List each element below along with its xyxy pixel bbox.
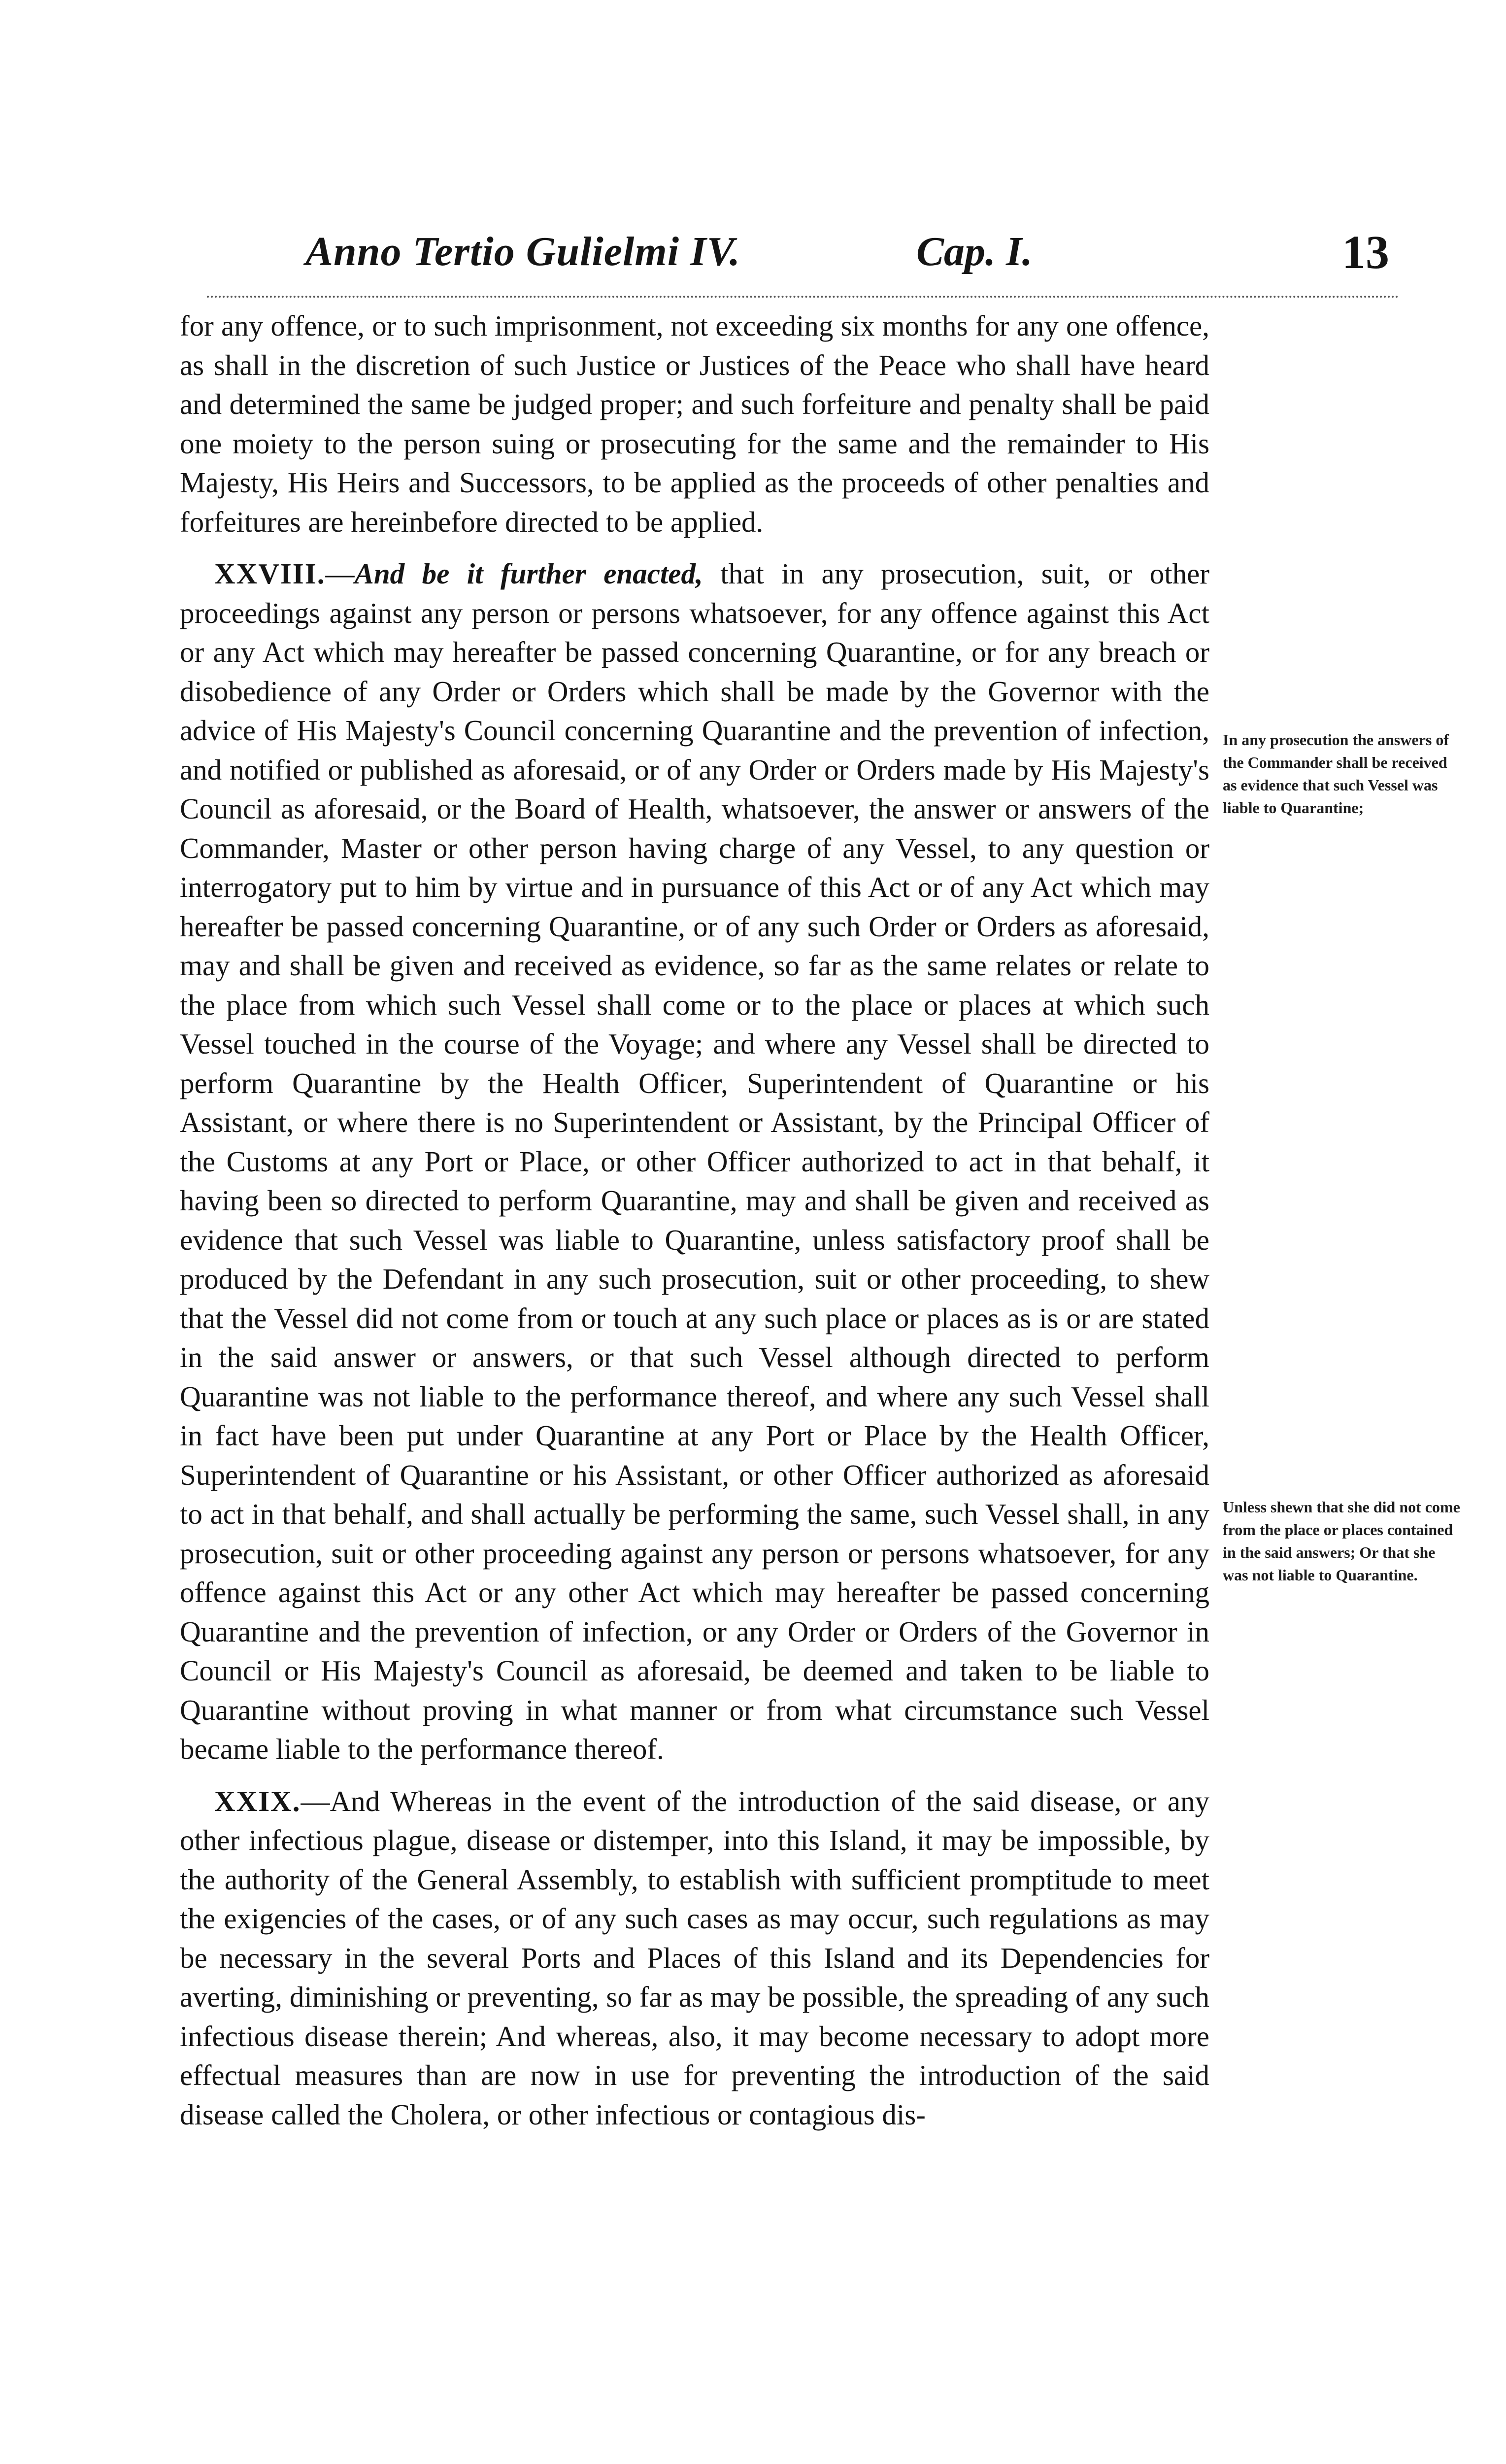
paragraph-continuation: for any offence, or to such imprisonment, not exceeding six months for any one offence, as shall in the discretion of such Justice or Justices of the Peace who shall have heard and determined the same be judged proper; and such forfeiture and penalty shall be paid one moiety to the person suing or prosecuting for the same and the remainder to His Majesty, His Heirs and Successors, to be applied as the proceeds of other penalties and forfeitures are hereinbefore directed to be applied.	[180, 309, 1209, 538]
page-number: 13	[1342, 226, 1389, 278]
section-number-xxix: XXIX.	[214, 1784, 301, 1817]
header-chapter: Cap. I.	[916, 229, 1033, 274]
header-title: Anno Tertio Gulielmi IV.	[305, 229, 740, 274]
section-text-xxix: —And Whereas in the event of the introduction of the said disease, or any other infectious plague, disease or distemper, into this Island, it may be impossible, by the authority of the General Assembly, to establish with sufficient promptitude to meet the exigencies of the cases, or of any such cases as may occur, such regulations as may be necessary in the several Ports and Places of this Island and its Dependencies for averting, diminishing or preventing, so far as may be possible, the spreading of any such infectious disease therein; And whereas, also, it may become necessary to adopt more effectual measures than are now in use for preventing the introduction of the said disease called the Cholera, or other infectious or contagious dis-	[180, 1784, 1209, 2131]
header-rule	[207, 296, 1399, 298]
section-xxix	[180, 1782, 1209, 2135]
margin-note-exception: Unless shewn that she did not come from the place or places contained in the said answers; Or that she was not liable to Quarantine.	[1223, 1498, 1460, 1584]
section-xxviii	[180, 554, 1209, 1769]
margin-note-evidence: In any prosecution the answers of the Commander shall be received as evidence that such Vessel was liable to Quarantine;	[1223, 731, 1449, 817]
em-dash: —	[325, 557, 355, 590]
enacting-clause: And be it further enacted,	[354, 557, 703, 590]
section-text-xxviii: that in any prosecution, suit, or other proceedings against any person or persons whatsoever, for any offence against this Act or any Act which may hereafter be passed concerning Quarantine, or for any breach or disobedience of any Order or Orders which shall be made by the Governor with the advice of His Majesty's Council concerning Quarantine and the prevention of infection, and notified or published as aforesaid, or of any Order or Orders made by His Majesty's Council as aforesaid, or the Board of Health, whatsoever, the answer or answers of the Commander, Master or other person having charge of any Vessel, to any question or interrogatory put to him by virtue and in pursuance of this Act or of any Act which may hereafter be passed concerning Quarantine, or of any such Order or Orders as aforesaid, may and shall be given and received as evidence, so far as the same relates or relate to the place from which such Vessel shall come or to the place or places at which such Vessel touched in the course of the Voyage; and where any Vessel shall be directed to perform Quarantine by the Health Officer, Superintendent of Quarantine or his Assistant, or where there is no Superintendent or Assistant, by the Principal Officer of the Customs at any Port or Place, or other Officer authorized to act in that behalf, it having been so directed to perform Quarantine, may and shall be given and received as evidence that such Vessel was liable to Quarantine, unless satisfactory proof shall be produced by the Defendant in any such prosecution, suit or other proceeding, to shew that the Vessel did not come from or touch at any such place or places as is or are stated in the said answer or answers, or that such Vessel although directed to perform Quarantine was not liable to the performance thereof, and where any such Vessel shall in fact have been put under Quarantine at any Port or Place by the Health Officer, Superintendent of Quarantine or his Assistant, or other Officer authorized as aforesaid to act in that behalf, and shall actually be performing the same, such Vessel shall, in any prosecution, suit or other proceeding against any person or persons whatsoever, for any offence against this Act or any other Act which may hereafter be passed concerning Quarantine and the prevention of infection, or any Order or Orders of the Governor in Council or His Majesty's Council as aforesaid, be deemed and taken to be liable to Quarantine without proving in what manner or from what circumstance such Vessel became liable to the performance thereof.	[180, 557, 1209, 1765]
section-number-xxviii: XXVIII.	[214, 557, 326, 590]
running-header	[305, 228, 1389, 287]
body-text	[180, 307, 1209, 2134]
